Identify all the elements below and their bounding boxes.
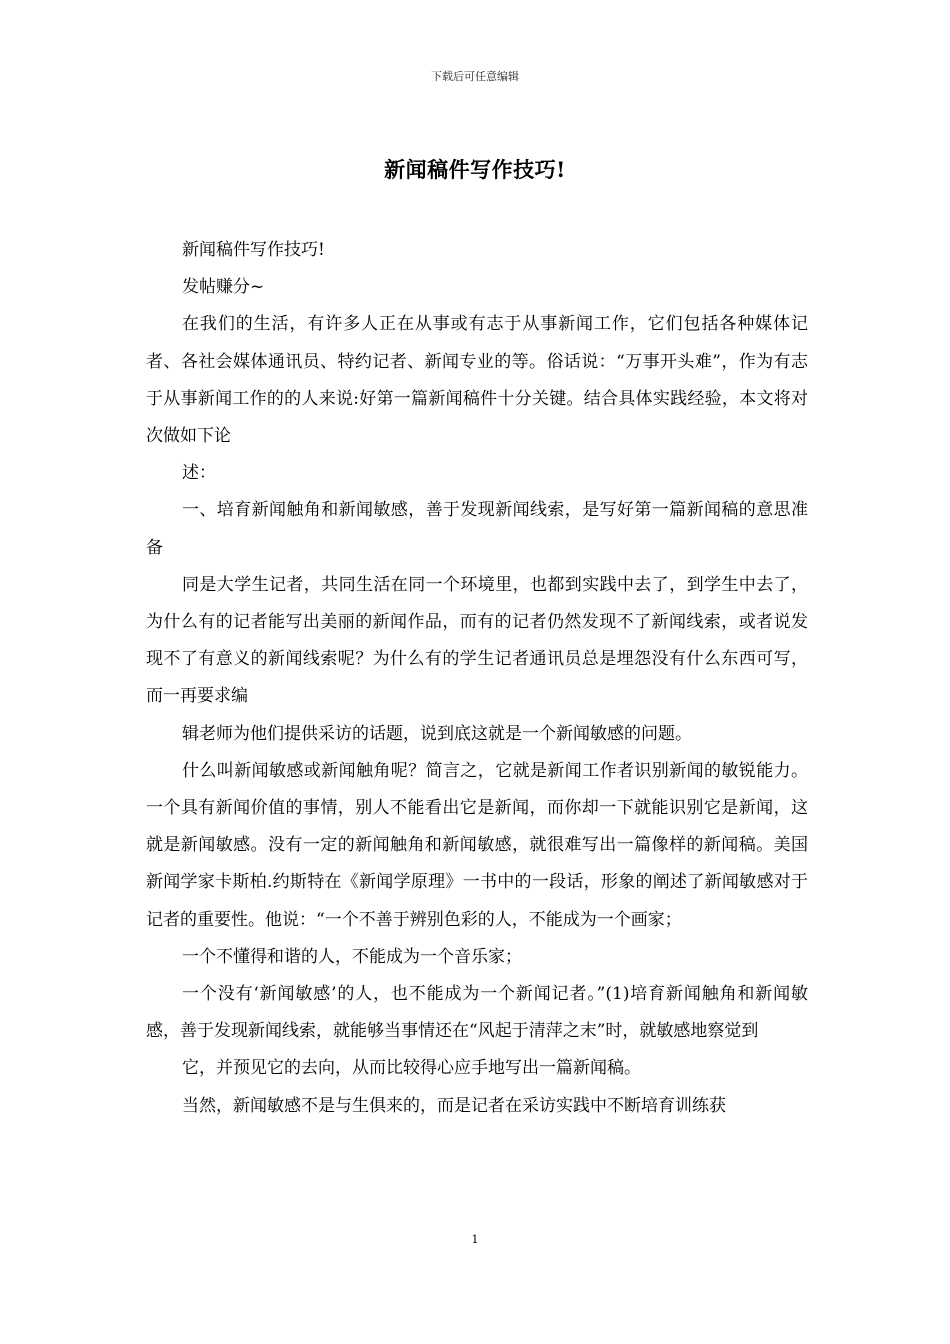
document-body [146, 232, 808, 1125]
paragraph: 当然，新闻敏感不是与生俱来的，而是记者在采访实践中不断培育训练获 [182, 1095, 726, 1116]
document-title: 新闻稿件写作技巧! [384, 157, 566, 182]
paragraph: 一个不懂得和谐的人，不能成为一个音乐家； [182, 946, 522, 967]
paragraph: 述： [182, 463, 216, 484]
paragraph: 它，并预见它的去向，从而比较得心应手地写出一篇新闻稿。 [182, 1058, 641, 1079]
paragraph: 一、培育新闻触角和新闻敏感，善于发现新闻线索，是写好第一篇新闻稿的意思准备 [146, 500, 808, 558]
paragraph: 什么叫新闻敏感或新闻触角呢？简言之，它就是新闻工作者识别新闻的敏锐能力。一个具有新闻价值的事情，别人不能看出它是新闻，而你却一下就能识别它是新闻，这就是新闻敏感。没有一定的新闻触角和新闻敏感，就很难写出一篇像样的新闻稿。美国新闻学家卡斯柏.约斯特在《新闻学原理》一书中的一段话，形象的阐述了新闻敏感对于记者的重要性。他说：“一个不善于辨别色彩的人，不能成为一个画家； [146, 760, 808, 930]
paragraph: 一个没有‘新闻敏感’的人，也不能成为一个新闻记者。”(1)培育新闻触角和新闻敏感，善于发现新闻线索，就能够当事情还在“风起于清萍之末”时，就敏感地察觉到 [146, 984, 808, 1042]
paragraph: 在我们的生活，有许多人正在从事或有志于从事新闻工作，它们包括各种媒体记者、各社会媒体通讯员、特约记者、新闻专业的等。俗话说：“万事开头难”，作为有志于从事新闻工作的的人来说:好第一篇新闻稿件十分关键。结合具体实践经验，本文将对次做如下论 [146, 314, 808, 447]
paragraph: 同是大学生记者，共同生活在同一个环境里，也都到实践中去了，到学生中去了，为什么有的记者能写出美丽的新闻作品，而有的记者仍然发现不了新闻线索，或者说发现不了有意义的新闻线索呢？为什么有的学生记者通讯员总是埋怨没有什么东西可写，而一再要求编 [146, 574, 808, 707]
page-number: 1 [471, 1233, 479, 1246]
paragraph: 辑老师为他们提供采访的话题，说到底这就是一个新闻敏感的问题。 [182, 723, 692, 744]
paragraph: 发帖赚分~ [182, 277, 265, 298]
header-note: 下载后可任意编辑 [431, 70, 519, 83]
paragraph: 新闻稿件写作技巧! [182, 240, 325, 260]
